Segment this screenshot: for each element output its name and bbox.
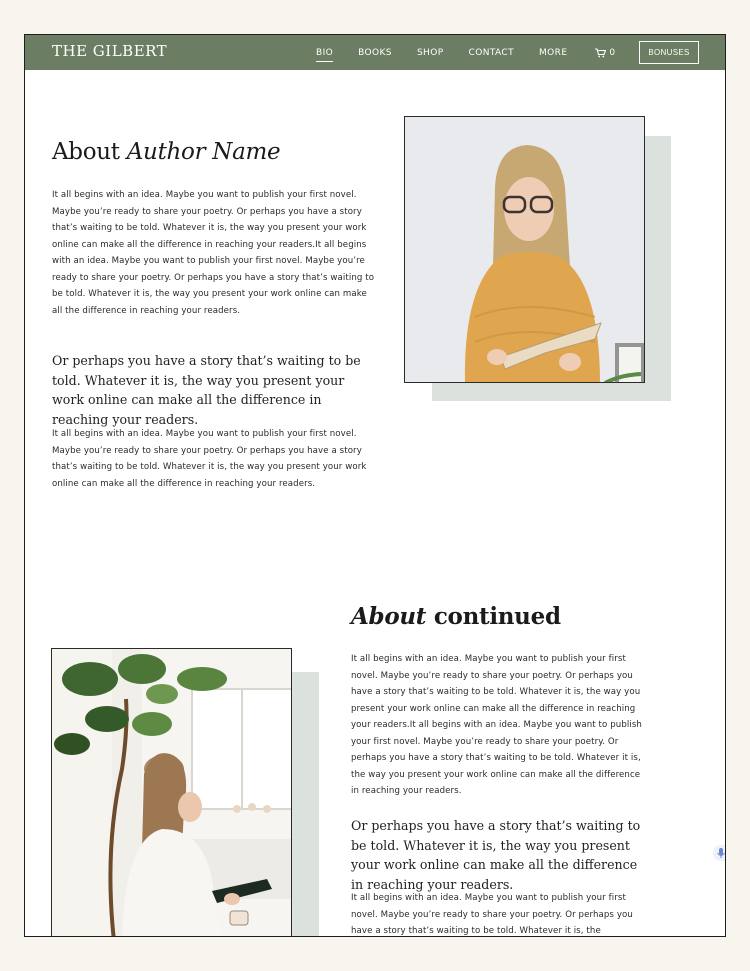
microphone-icon	[713, 845, 726, 861]
nav-link-bio[interactable]: BIO	[316, 47, 334, 58]
top-nav	[25, 35, 725, 70]
page-frame	[24, 34, 726, 937]
about-paragraph-2: It all begins with an idea. Maybe you want to publish your first novel. Maybe you’re ready to share your poetry. Or perhaps you have a story that’s waiting to be told. Whatever it is, the way you present your work online can make all the difference in reaching your readers.	[52, 429, 367, 489]
continued-heading-italic: About	[351, 603, 427, 630]
cart-button[interactable]	[595, 48, 615, 58]
nav-link-shop[interactable]: SHOP	[416, 47, 444, 58]
site-logo[interactable]: THE GILBERT	[52, 42, 168, 60]
about-heading-plain: About	[52, 139, 127, 165]
continued-paragraph-1: It all begins with an idea. Maybe you want to publish your first novel. Maybe you’re ready to share your poetry. Or perhaps you have a story that’s waiting to be told. Whatever it is, the way you present your work online can make all the difference in reaching your readers.It all begins with an idea. Maybe you want to publish your first novel. Maybe you’re ready to share your poetry. Or perhaps you have a story that’s waiting to be told. Whatever it is, the way you present your work online can make all the difference in reaching your readers.	[351, 654, 642, 796]
photo-backdrop-2	[291, 672, 319, 937]
cart-icon	[595, 48, 606, 58]
nav-links	[316, 35, 615, 70]
continued-paragraph-2: It all begins with an idea. Maybe you want to publish your first novel. Maybe you’re ready to share your poetry. Or perhaps you have a story that’s waiting to be told. Whatever it is, the	[351, 893, 633, 936]
bonuses-button[interactable]: BONUSES	[639, 41, 699, 64]
nav-link-more[interactable]: MORE	[539, 47, 568, 58]
nav-link-contact[interactable]: CONTACT	[468, 47, 515, 58]
continued-heading-plain: continued	[426, 603, 561, 630]
about-heading	[52, 139, 280, 165]
about-heading-italic: Author Name	[126, 139, 281, 165]
microphone-button[interactable]	[713, 845, 726, 861]
continued-lead: Or perhaps you have a story that’s waiting to be told. Whatever it is, the way you present your work online can make all the difference in reaching your readers.	[351, 818, 641, 892]
reading-photo	[51, 648, 292, 937]
author-photo	[404, 116, 645, 383]
about-lead: Or perhaps you have a story that’s waiting to be told. Whatever it is, the way you present your work online can make all the difference in reaching your readers.	[52, 353, 361, 427]
nav-link-books[interactable]: BOOKS	[358, 47, 392, 58]
cart-count: 0	[609, 47, 616, 58]
about-paragraph-1: It all begins with an idea. Maybe you want to publish your first novel. Maybe you’re ready to share your poetry. Or perhaps you have a story that’s waiting to be told. Whatever it is, the way you present your work online can make all the difference in reaching your readers.It all begins with an idea. Maybe you want to publish your first novel. Maybe you’re ready to share your poetry. Or perhaps you have a story that’s waiting to be told. Whatever it is, the way you present your work online can make all the difference in reaching your readers.	[52, 190, 375, 316]
continued-heading	[351, 603, 561, 630]
